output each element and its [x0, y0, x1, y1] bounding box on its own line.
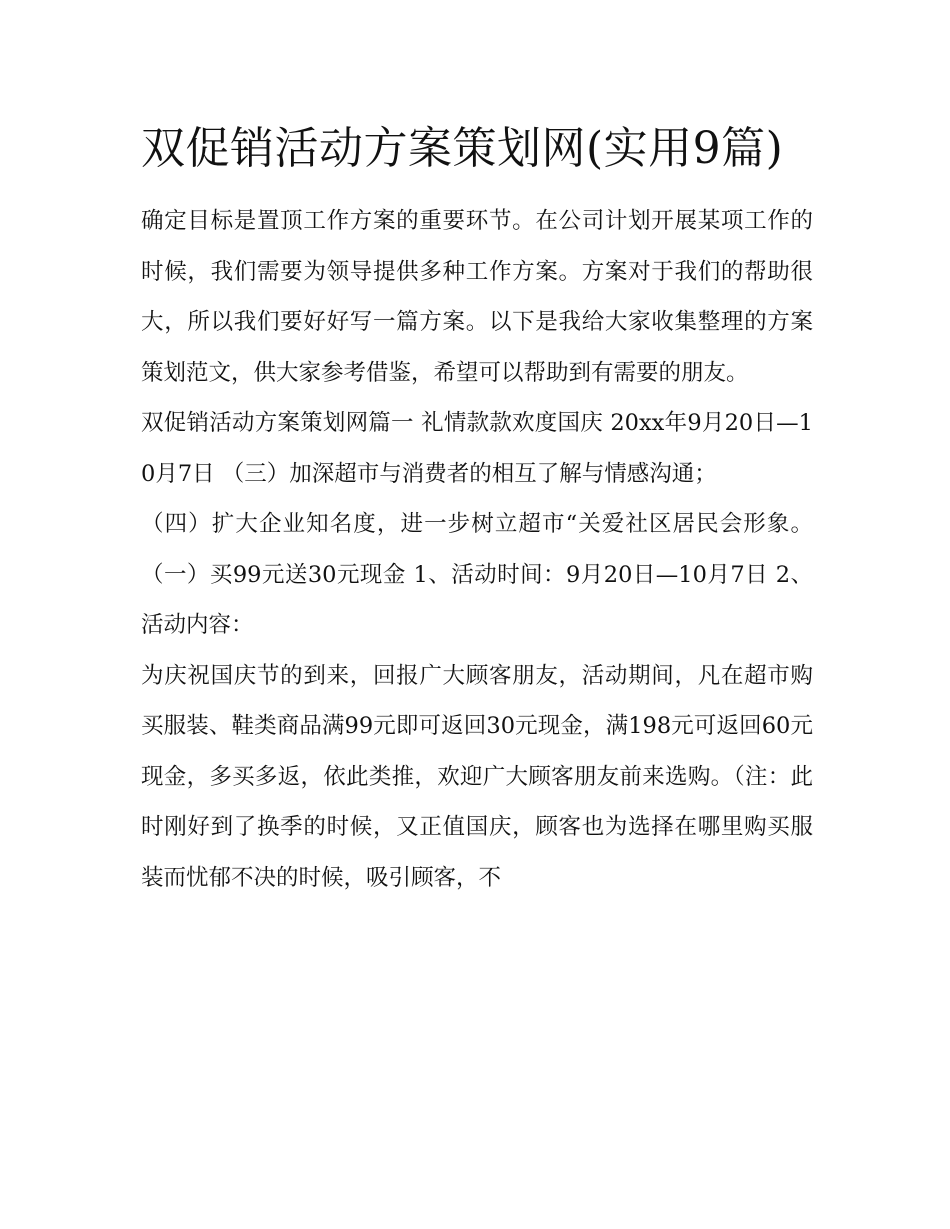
document-title: 双促销活动方案策划网(实用9篇)	[141, 123, 784, 174]
section-one-paragraph: 双促销活动方案策划网篇一 礼情款款欢度国庆 20xx年9月20日—10月7日 （三）加深超市与消费者的相互了解与情感沟通；	[141, 410, 813, 487]
intro-paragraph: 确定目标是置顶工作方案的重要环节。在公司计划开展某项工作的时候，我们需要为领导提供多种工作方案。方案对于我们的帮助很大，所以我们要好好写一篇方案。以下是我给大家收集整理的方案策划范文，供大家参考借鉴，希望可以帮助到有需要的朋友。	[141, 208, 813, 386]
activity-content-paragraph: 为庆祝国庆节的到来，回报广大顾客朋友，活动期间，凡在超市购买服装、鞋类商品满99元即可返回30元现金，满198元可返回60元现金，多买多返，依此类推，欢迎广大顾客朋友前来选购。（注：此时刚好到了换季的时候，又正值国庆，顾客也为选择在哪里购买服装而忧郁不决的时候，吸引顾客，不	[141, 662, 813, 891]
objective-four-paragraph: （四）扩大企业知名度，进一步树立超市“关爱社区居民会形象。 （一）买99元送30元现金 1、活动时间：9月20日—10月7日 2、活动内容：	[141, 511, 813, 638]
document-page	[141, 118, 813, 903]
